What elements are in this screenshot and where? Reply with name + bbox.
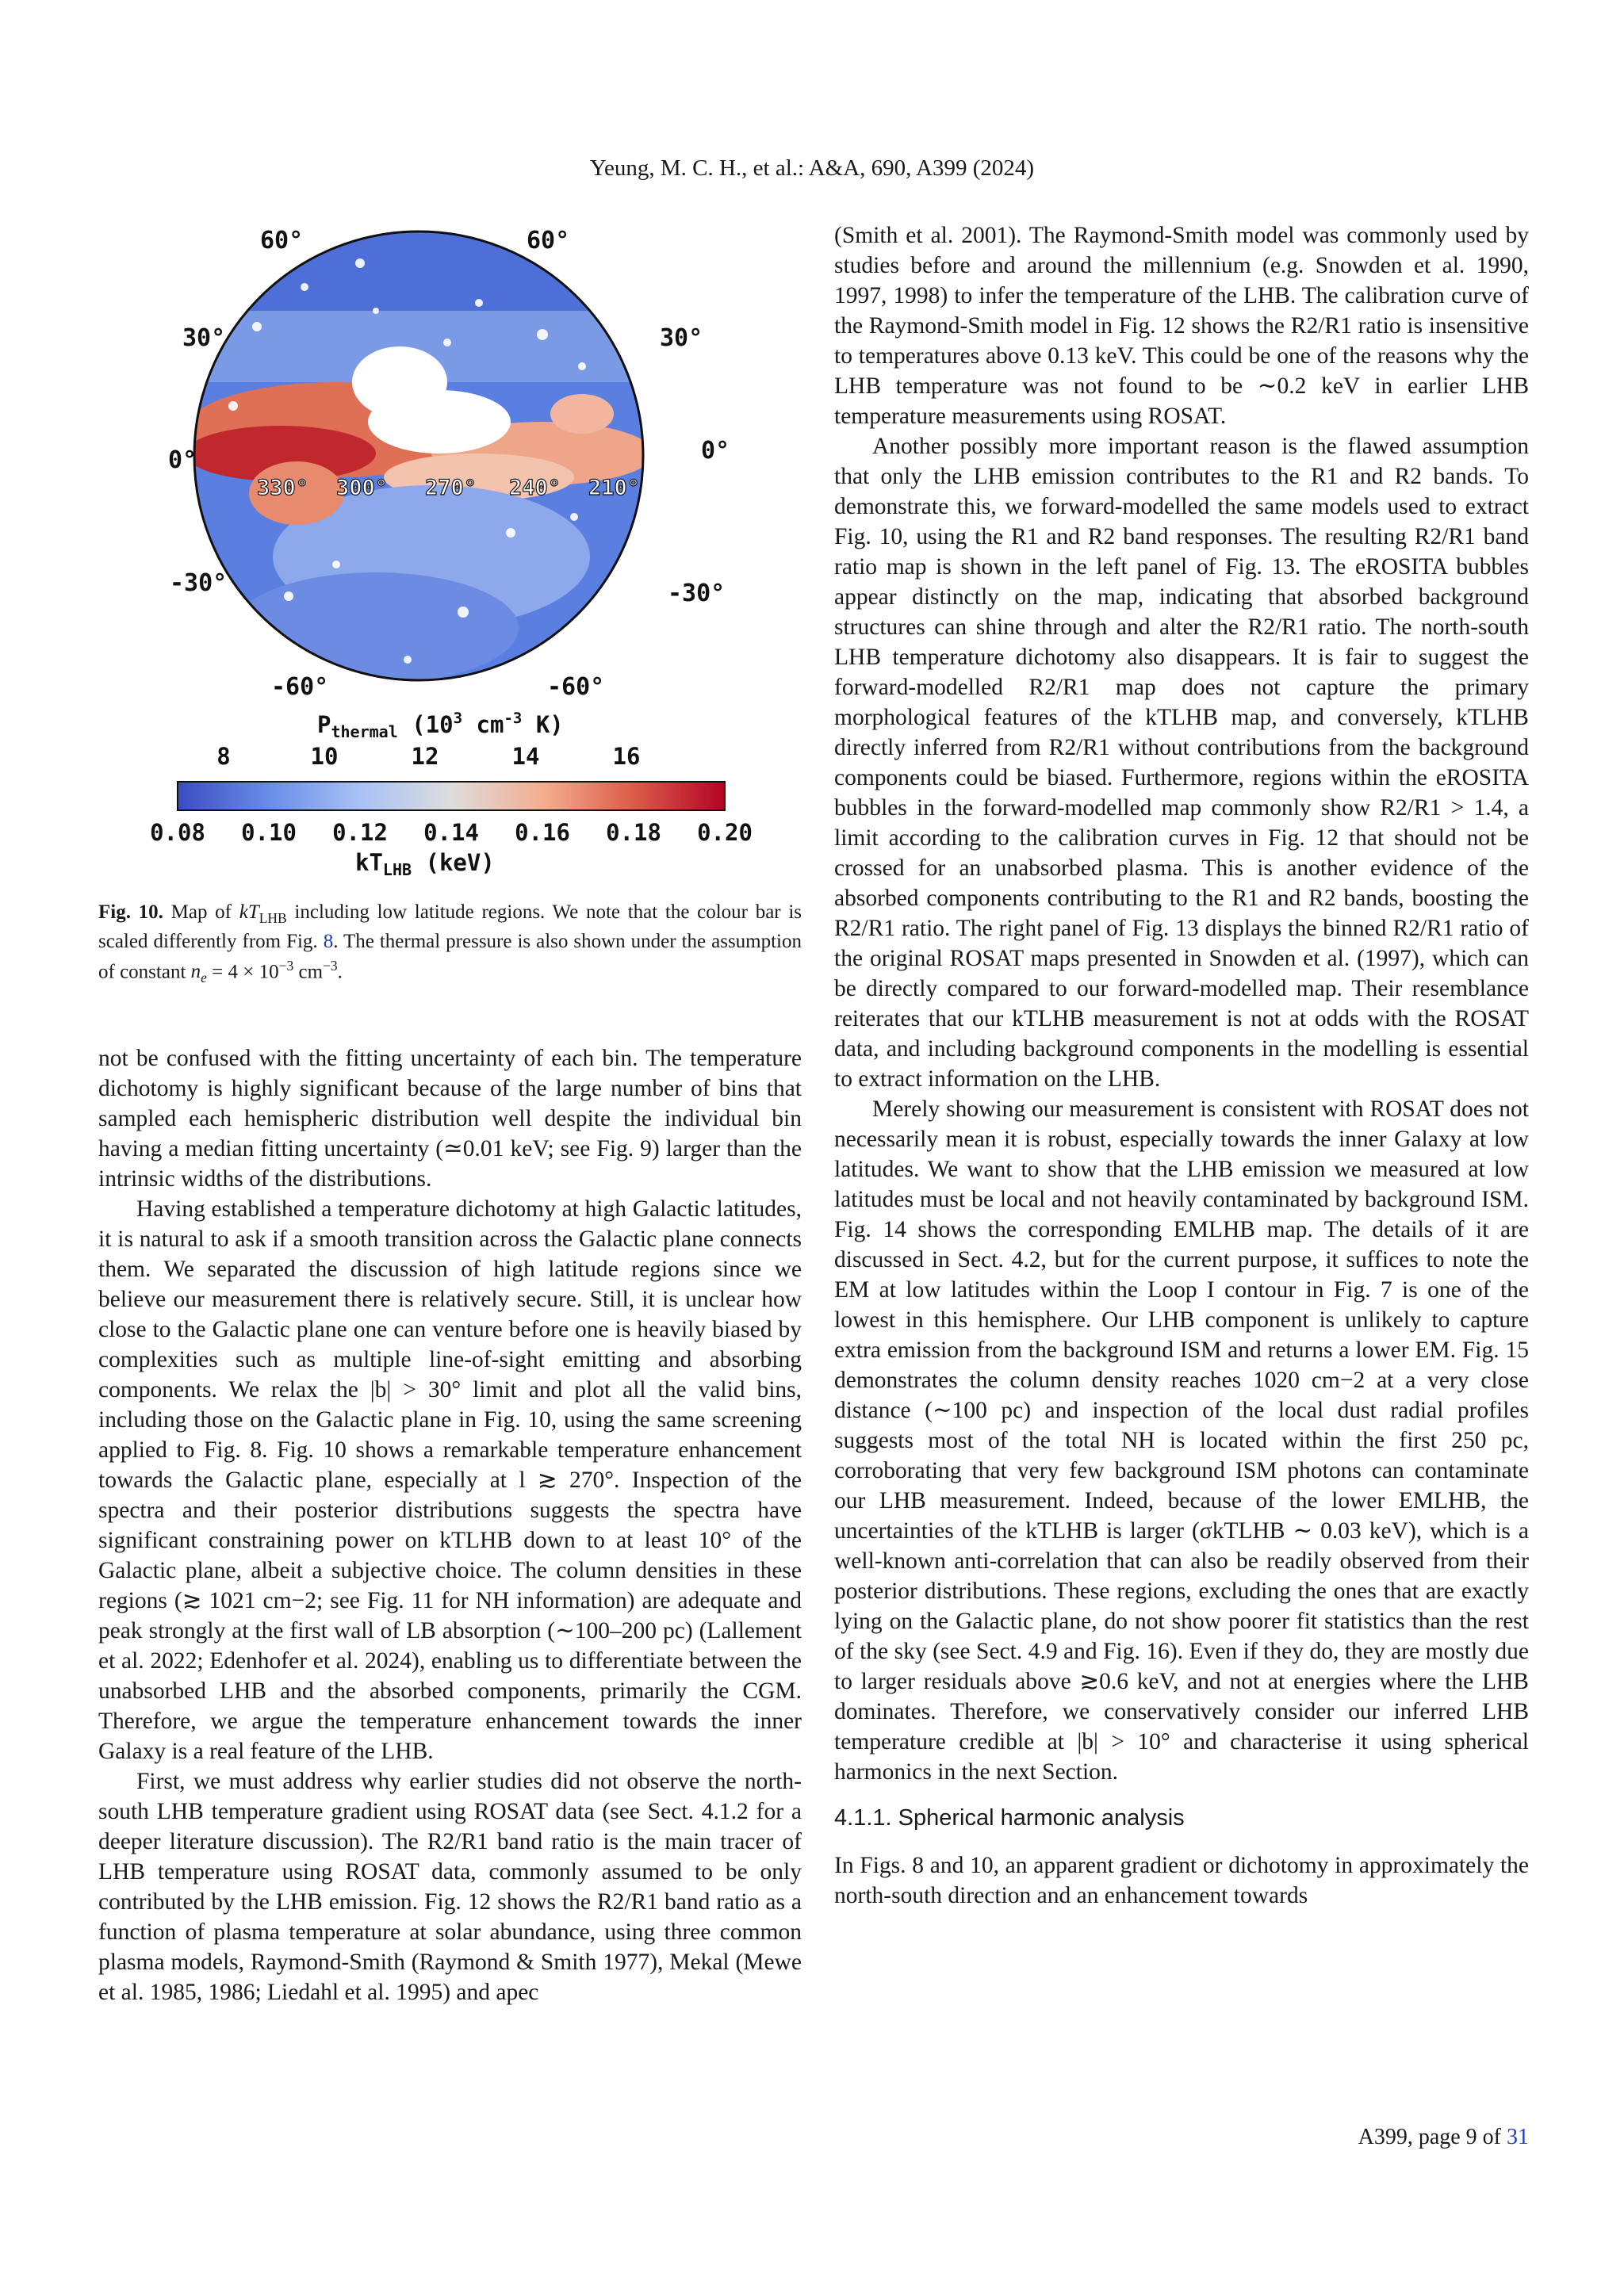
lat-label-left-30: 30° xyxy=(182,324,226,352)
sky-map xyxy=(178,216,669,707)
footer-total-pages-link[interactable]: 31 xyxy=(1507,2125,1529,2149)
pressure-tick-10: 10 xyxy=(310,743,339,770)
right-column xyxy=(834,220,1529,1911)
lat-label-right-m30: -30° xyxy=(668,580,726,607)
figure-10-svg xyxy=(98,216,802,882)
lon-label-270: 270° xyxy=(425,476,477,500)
figure-caption: Fig. 10. Map of $kT_{LHB}$ including low latitude regions. We note that the colour bar is scaled differently from Fig. 8. The thermal pressure is also shown under the assumption of constant $n_e = 4 \times 10^{-3}$ $cm^{-3}$. xyxy=(98,901,802,986)
kt-tick-0.12: 0.12 xyxy=(332,819,388,846)
lat-label-right-60: 60° xyxy=(527,227,570,254)
running-header: Yeung, M. C. H., et al.: A&A, 690, A399 (2024) xyxy=(589,155,1035,181)
pressure-tick-12: 12 xyxy=(411,743,439,770)
lon-label-330: 330° xyxy=(257,476,309,500)
pressure-axis-title: $P_{thermal}$ ($10^3$ $cm^{-3}$ K) xyxy=(317,710,564,741)
left-paragraph-3: First, we must address why earlier studies did not observe the north-south LHB temperature gradient using ROSAT data (see Sect. 4.1.2 for a deeper literature discussion). The R2/R1 band ratio is the main tracer of LHB temperature using ROSAT data, commonly assumed to be only contributed by the LHB emission. Fig. 12 shows the R2/R1 band ratio as a function of plasma temperature at solar abundance, using three common plasma models, Raymond-Smith (Raymond & Smith 1977), Mekal (Mewe et al. 1985, 1986; Liedahl et al. 1995) and apec xyxy=(98,1769,802,2005)
left-column xyxy=(98,1043,802,2007)
section-heading-4-1-1: 4.1.1. Spherical harmonic analysis xyxy=(834,1805,1185,1831)
caption-label: Fig. 10. xyxy=(98,901,163,923)
caption-link-fig8[interactable]: 8 xyxy=(323,931,334,952)
lat-label-right-30: 30° xyxy=(660,324,703,352)
lat-label-left-m30: -30° xyxy=(170,569,228,597)
right-paragraph-3: Merely showing our measurement is consistent with ROSAT does not necessarily mean it is robust, especially towards the inner Galaxy at low latitudes. We want to show that the LHB emission we measured at low latitudes must be local and not heavily contaminated by background ISM. Fig. 14 shows the corresponding EMLHB map. The details of it are discussed in Sect. 4.2, but for the current purpose, it suffices to note the EM at low latitudes within the Loop I contour in Fig. 7 is one of the lowest in this hemisphere. Our LHB component is unlikely to capture extra emission from the background ISM and returns a lower EM. Fig. 15 demonstrates the column density reaches 1020 cm−2 at a very close distance (∼100 pc) and inspection of the local dust radial profiles suggests most of the total NH is located within the first 250 pc, corroborating that very few background ISM photons can contaminate our LHB measurement. Indeed, because of the lower EMLHB, the uncertainties of the kTLHB is larger (σkTLHB ∼ 0.03 keV), which is a well-known anti-correlation that can also be readily observed from their posterior distributions. These regions, excluding the ones that are exactly lying on the Galactic plane, do not show poorer fit statistics than the rest of the sky (see Sect. 4.9 and Fig. 16). Even if they do, they are mostly due to larger residuals above ≳0.6 keV, and not at energies where the LHB dominates. Therefore, we conservatively consider our inferred LHB temperature credible at |b| > 10° and characterise it using spherical harmonics in the next Section. xyxy=(834,1096,1529,1785)
colorbar xyxy=(178,782,725,810)
lat-label-right-0: 0° xyxy=(701,437,730,465)
left-paragraph-1: not be confused with the fitting uncertainty of each bin. The temperature dichotomy is highly significant because of the large number of bins that sampled each hemispheric distribution well despite the individual bin having a median fitting uncertainty (≃0.01 keV; see Fig. 9) larger than the intrinsic widths of the distributions. xyxy=(98,1046,802,1192)
pressure-tick-16: 16 xyxy=(612,743,641,770)
lat-label-left-0: 0° xyxy=(168,446,197,474)
lat-label-left-60: 60° xyxy=(260,227,304,254)
kt-tick-0.10: 0.10 xyxy=(241,819,297,846)
figure-10 xyxy=(98,216,802,882)
lon-label-300: 300° xyxy=(336,476,389,500)
kt-tick-0.16: 0.16 xyxy=(515,819,570,846)
kt-tick-0.20: 0.20 xyxy=(697,819,753,846)
kt-tick-0.14: 0.14 xyxy=(423,819,479,846)
lat-label-right-m60: -60° xyxy=(547,673,605,701)
kt-tick-0.08: 0.08 xyxy=(150,819,205,846)
left-paragraph-2: Having established a temperature dichotomy at high Galactic latitudes, it is natural to ask if a smooth transition across the Galactic plane connects them. We separated the discussion of high latitude regions since we believe our measurement there is relatively secure. Still, it is unclear how close to the Galactic plane one can venture before one is heavily biased by complexities such as multiple line-of-sight emitting and absorbing components. We relax the |b| > 30° limit and plot all the valid bins, including those on the Galactic plane in Fig. 10, using the same screening applied to Fig. 8. Fig. 10 shows a remarkable temperature enhancement towards the Galactic plane, especially at l ≳ 270°. Inspection of the spectra and their posterior distributions suggests the spectra have significant constraining power on kTLHB down to at least 10° of the Galactic plane, albeit a subjective choice. The column densities in these regions (≳ 1021 cm−2; see Fig. 11 for NH information) are adequate and peak strongly at the first wall of LB absorption (∼100–200 pc) (Lallement et al. 2022; Edenhofer et al. 2024), enabling us to differentiate between the unabsorbed LHB and the absorbed components, primarily the CGM. Therefore, we argue the temperature enhancement towards the inner Galaxy is a real feature of the LHB. xyxy=(98,1196,802,1764)
lat-label-left-m60: -60° xyxy=(271,673,329,701)
right-paragraph-2: Another possibly more important reason is the flawed assumption that only the LHB emission contributes to the R1 and R2 bands. To demonstrate this, we forward-modelled the same models used to extract Fig. 10, using the R1 and R2 band responses. The resulting R2/R1 band ratio map is shown in the left panel of Fig. 13. The eROSITA bubbles appear distinctly on the map, indicating that absorbed background structures can shine through and alter the R2/R1 ratio. The north-south LHB temperature dichotomy also disappears. It is fair to suggest the forward-modelled R2/R1 map does not capture the primary morphological features of the kTLHB map, and conversely, kTLHB directly inferred from R2/R1 without contributions from the background components could be biased. Furthermore, regions within the eROSITA bubbles in the forward-modelled map commonly show R2/R1 > 1.4, a limit according to the calibration curves in Fig. 12 that should not be crossed for an unabsorbed plasma. This is another evidence of the absorbed components contributing to the R1 and R2 bands, boosting the R2/R1 ratio. The right panel of Fig. 13 displays the binned R2/R1 ratio of the original ROSAT maps presented in Snowden et al. (1997), which can be directly compared to our forward-modelled map. Their resemblance reiterates that our kTLHB measurement is not at odds with the ROSAT data, and including background components in the modelling is essential to extract information on the LHB. xyxy=(834,434,1529,1092)
pressure-tick-8: 8 xyxy=(216,743,231,770)
kt-tick-0.18: 0.18 xyxy=(606,819,661,846)
page-footer: A399, page 9 of 31 xyxy=(1358,2125,1529,2149)
right-paragraph-1: (Smith et al. 2001). The Raymond-Smith model was commonly used by studies before and around the millennium (e.g. Snowden et al. 1990, 1997, 1998) to infer the temperature of the LHB. The calibration curve of the Raymond-Smith model in Fig. 12 shows the R2/R1 ratio is insensitive to temperatures above 0.13 keV. This could be one of the reasons why the LHB temperature was not found to be ∼0.2 keV in earlier LHB temperature measurements using ROSAT. xyxy=(834,223,1529,429)
lon-label-240: 240° xyxy=(509,476,561,500)
pressure-tick-14: 14 xyxy=(511,743,540,770)
lon-label-210: 210° xyxy=(588,476,641,500)
kt-axis-title: $kT_{LHB}$ (keV) xyxy=(355,849,495,879)
right-paragraph-4: In Figs. 8 and 10, an apparent gradient or dichotomy in approximately the north-south direction and an enhancement towards xyxy=(834,1853,1529,1908)
